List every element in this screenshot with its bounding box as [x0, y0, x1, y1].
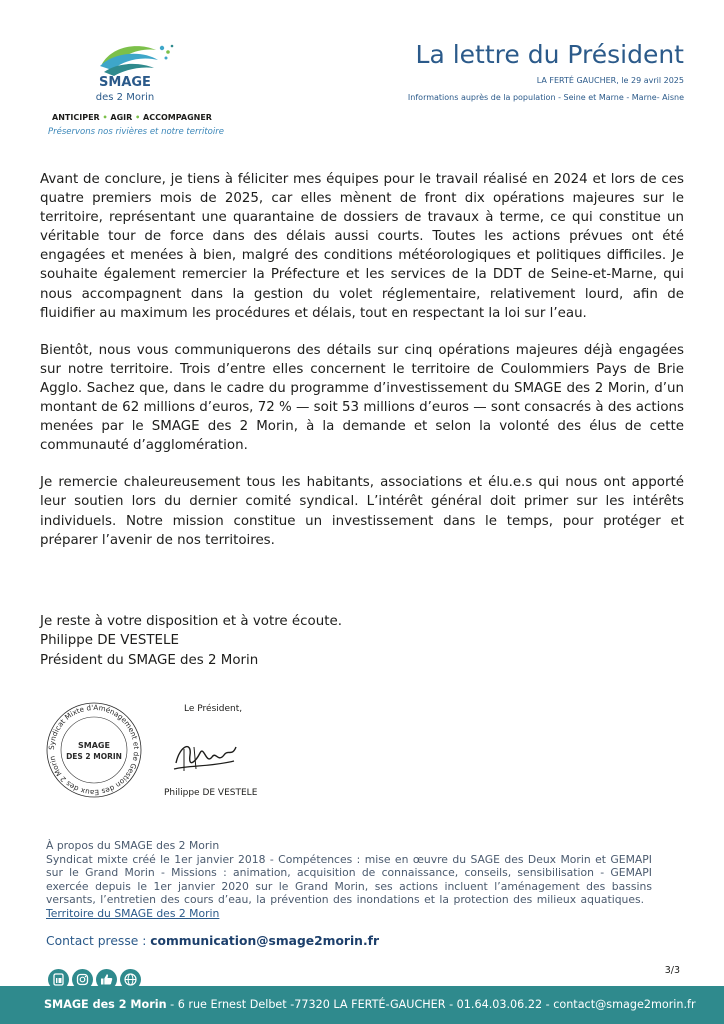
territory-link[interactable]: Territoire du SMAGE des 2 Morin — [46, 906, 220, 920]
footer-address: - 6 rue Ernest Delbet -77320 LA FERTÉ-GAUCHER - 01.64.03.06.22 - contact@smage2morin.fr — [166, 998, 696, 1011]
slogan-word: ANTICIPER — [52, 113, 100, 122]
signature-label: Le Président, — [184, 704, 243, 714]
letter-date: LA FERTÉ GAUCHER, le 29 avril 2025 — [536, 76, 684, 85]
contact-label: Contact presse : — [46, 934, 151, 948]
footer-bar — [0, 986, 724, 1024]
logo-name: SMAGE — [99, 75, 151, 90]
letter-body — [40, 170, 684, 568]
signoff — [40, 612, 342, 670]
svg-text:SMAGE: SMAGE — [78, 741, 110, 750]
slogan-separator: • — [102, 113, 108, 122]
footer-org-name: SMAGE des 2 Morin — [44, 998, 167, 1011]
footer-text — [44, 998, 696, 1011]
official-seal-icon — [44, 700, 144, 800]
press-contact — [46, 934, 379, 948]
slogan-word: ACCOMPAGNER — [143, 113, 212, 122]
smage-logo-icon — [98, 40, 178, 80]
about-section — [46, 839, 652, 920]
body-paragraph: Bientôt, nous vous communiquerons des détails sur cinq opérations majeures déjà engagées sur notre territoire. Trois d’entre elles concernent le territoire de Coulommiers Pays de Brie Agglo. Sachez que, dans le cadre du programme d’investissement du SMAGE des 2 Morin, d’un montant de 62 millions d’euros, 72 % — soit 53 millions d’euros — sont consacrés à des actions menées par le SMAGE des 2 Morin, à la demande et selon la volonté des élus de cette communauté d’agglomération. — [40, 342, 684, 454]
logo-subtitle: des 2 Morin — [95, 92, 155, 103]
signoff-line: Je reste à votre disposition et à votre écoute. — [40, 614, 342, 629]
header-info: Informations auprès de la population - Seine et Marne - Marne- Aisne — [407, 93, 684, 102]
body-paragraph: Avant de conclure, je tiens à féliciter mes équipes pour le travail réalisé en 2024 et lors de ces quatre premiers mois de 2025, car elles mènent de front dix opérations majeures sur le territoire, représentant une quarantaine de dossiers de travaux à terme, ce qui constitue un véritable tour de force dans des délais aussi courts. Toutes les actions prévues ont été engagées et menées à bien, malgré des conditions météorologiques et politiques difficiles. Je souhaite également remercier la Préfecture et les services de la DDT de Seine-et-Marne, qui nous accompagnent dans la gestion du volet réglementaire, relativement lourd, afin de fluidifier au maximum les procédures et délais, tout en respectant la loi sur l’eau. — [40, 172, 684, 321]
contact-email[interactable]: communication@smage2morin.fr — [150, 934, 380, 948]
slogan-separator: • — [135, 113, 141, 122]
body-paragraph: Je remercie chaleureusement tous les habitants, associations et élu.e.s qui nous ont apporté leur soutien lors du dernier comité syndical. L’intérêt général doit primer sur les intérêts individuels. Notre mission constitue un investissement dans le temps, pour protéger et préparer l’avenir de nos territoires. — [40, 475, 684, 548]
signature-name: Philippe DE VESTELE — [164, 788, 258, 798]
signoff-line: Philippe DE VESTELE — [40, 633, 179, 649]
tagline: Préservons nos rivières et notre territoire — [48, 127, 224, 137]
page-number: 3/3 — [664, 965, 680, 976]
about-link-spacer — [649, 893, 652, 906]
slogan — [36, 113, 228, 122]
slogan-word: AGIR — [110, 113, 133, 122]
signoff-line: Président du SMAGE des 2 Morin — [40, 652, 259, 668]
about-text: Syndicat mixte créé le 1er janvier 2018 - Compétences : mise en œuvre du SAGE des Deux Morin et GEMAPI sur le Grand Morin - Missions : animation, acquisition de connaissance, conseils, sensibilisation - GEMAPI exercée depuis le 1er janvier 2020 sur le Grand Morin, ses actions incluent l’aménagement des bassins versants, l’entretien des cours d’eau, la prévention des inondations et la protection des milieux aquatiques. — [46, 852, 652, 906]
page-title: La lettre du Président — [415, 40, 684, 69]
handwritten-signature-icon — [170, 735, 240, 783]
about-title: À propos du SMAGE des 2 Morin — [46, 839, 220, 852]
svg-text:DES 2 MORIN: DES 2 MORIN — [66, 752, 122, 761]
svg-text:Syndicat Mixte d'Aménagement e: Syndicat Mixte d'Aménagement et de Gestion des Eaux des 2 Morin — [46, 702, 142, 798]
